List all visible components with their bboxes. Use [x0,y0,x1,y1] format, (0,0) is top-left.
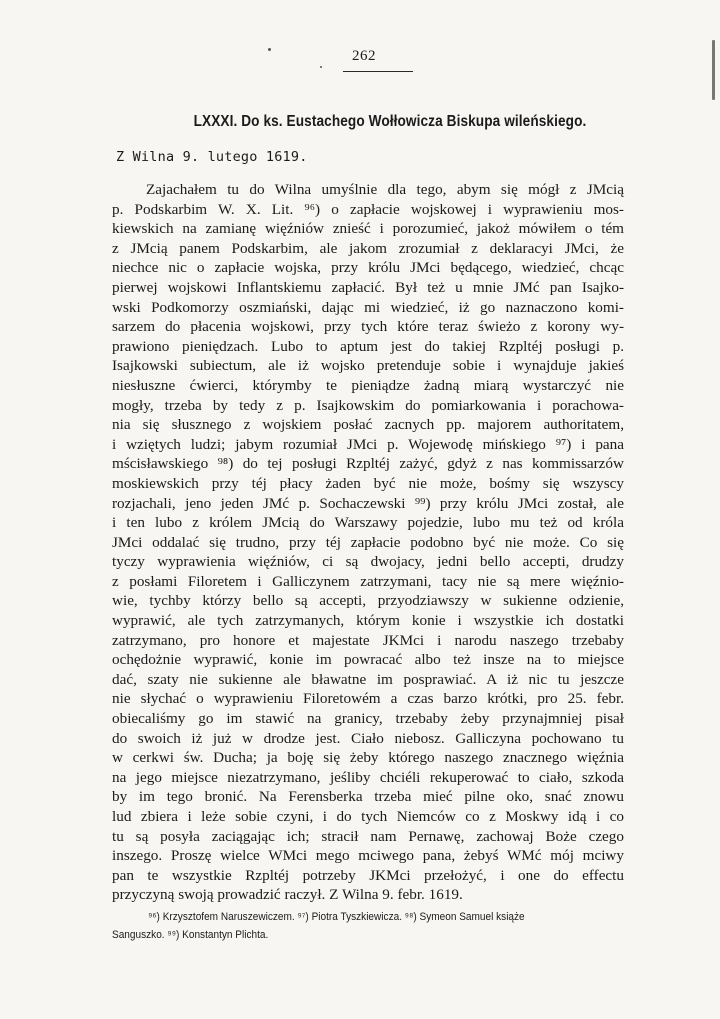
body-line: niechce nic o zapłacie wojska, przy królu JMci będącego, wiedzieć, chcąc [112,259,624,277]
letter-body [112,180,624,905]
body-line: przyczyną swoją prowadzić raczył. Z Wilna 9. febr. 1619. [112,886,463,904]
body-line: na jego miejsce niezatrzymano, jeśliby chciéli rekuperować to ciało, szkoda [112,768,624,786]
page-number: 262 [352,48,376,64]
body-line: nia się słusznego z wojskiem posłać zacnych pp. majorem authoritatem, [112,416,624,434]
body-line: prawiono pieniędzach. Lubo to aptum jest do takiej Rzpltéj posługi p. [112,337,624,355]
body-line: tu są posyła zaciągając ich; stracił nam Pernawę, zachowaj Boże czego [112,827,624,845]
print-speck [268,48,271,51]
body-line: rozjachali, jeno jeden JMć p. Sochaczewski ⁹⁹) przy królu JMci został, ale [112,494,624,512]
body-line: i ten lubo z królem JMcią do Warszawy pojedzie, lubo mu też od króla [112,514,624,532]
body-line: kiewskich na zamianę więźniów znieść i porozumieć, jakoż mówiłem o tém [112,220,624,238]
body-line: dać, szaty nie sukienne ale bławatne im posprawiać. A iż nic tu jeszcze [112,670,624,688]
page-number-rule [343,71,413,72]
body-line: z posłami Filoretem i Galliczynem zatrzymani, tacy nie są mere więźnio- [112,572,624,590]
body-line: nie słychać o wyprawieniu Filoretowém a czas barzo krótki, pro 25. febr. [112,690,624,708]
body-line: by im tego bronić. Na Ferensberka trzeba mieć pilne oko, snać znowu [112,788,624,806]
letter-dateline: Z Wilna 9. lutego 1619. [116,149,308,165]
body-line: wski Podkomorzy oszmiański, dając mi wiedzieć, iż go naznaczono komi- [112,298,624,316]
body-line: niesłuszne ćwierci, którymby te pieniądze żadną miarą wystarczyć nie [112,376,624,394]
body-line: inszego. Proszę wielce WMci mego mciwego pana, żebyś WMć mój mciwy [112,847,624,865]
body-line: obiecaliśmy go im stawić na granicy, trzebaby żeby przynajmniej pisał [112,710,624,728]
footnote-line: Sanguszko. ⁹⁹) Konstantyn Plichta. [112,929,269,941]
body-line: ochędożnie wyprawić, konie im powracać albo też insze na to miejsce [112,651,624,669]
body-line: p. Podskarbim W. X. Lit. ⁹⁶) o zapłacie wojskowej i wyprawieniu mos- [112,200,624,218]
body-line: do swoich iż już w drodze jest. Ciało niebosz. Galliczyna pochowano tu [112,729,624,747]
body-line: wyprawić, ale tych zatrzymanych, którym konie i wszystkie ich dostatki [112,612,624,630]
body-line: i wziętych ludzi; jabym rozumiał JMci p. Wojewodę mińskiego ⁹⁷) i pana [112,435,624,453]
letter-heading: LXXXI. Do ks. Eustachego Wołłowicza Biskupa wileńskiego. [193,113,587,130]
body-line: sarzem do płacenia wojskowi, przy tych które teraz świeżo z korony wy- [112,318,624,336]
body-line: pan te wszystkie Rzpltéj potrzeby JKMci przełożyć, i one do effectu [112,866,624,884]
body-line: tyczy wyprawienia więźniów, ci są dwojacy, jedni bello accepti, drudzy [112,553,624,571]
body-line: w cerkwi św. Ducha; ja boję się żeby którego naszego znacznego więźnia [112,749,624,767]
body-line: wie, tychby którzy bello są accepti, przyodziawszy w sukienne odzienie, [112,592,624,610]
footnotes [112,908,598,944]
body-line: mścisławskiego ⁹⁸) do tej posługi Rzpltéj zażyć, gdyż z nas kommissarzów [112,455,624,473]
body-line: lud zbiera i leże sobie czyni, i do tych Niemców co z Moskwy idą i co [112,808,624,825]
body-line: zatrzymano, pro honore et majestate JKMci i narodu naszego trzebaby [112,631,624,649]
footnote-line: ⁹⁶) Krzysztofem Naruszewiczem. ⁹⁷) Piotra Tyszkiewicza. ⁹⁸) Symeon Samuel książe [148,911,525,923]
body-line: Zajachałem tu do Wilna umyślnie dla tego, abym się mógł z JMcią [146,181,624,198]
body-line: mogły, trzeba by tedy z p. Isajkowskim do pomiarkowania i porachowa- [112,396,624,414]
body-line: JMci oddalać się trudno, przy téj zapłacie podobno być nie może. Co się [112,533,624,551]
body-line: Isajkowski subiectum, ale iż wojsko pretenduje sobie i wynajduje jakieś [112,357,624,375]
print-speck [712,40,715,100]
body-line: z JMcią panem Podskarbim, ale jakom zrozumiał z deklaracyi JMci, że [112,239,624,257]
print-speck [320,66,322,68]
body-line: pierwej wojskowi Inflantskiemu zapłacić. Był też u mnie JMć pan Isajko- [112,278,624,296]
body-line: moskiewskich przy téj płacy żaden być nie może, bośmy się wszyscy [112,474,624,492]
